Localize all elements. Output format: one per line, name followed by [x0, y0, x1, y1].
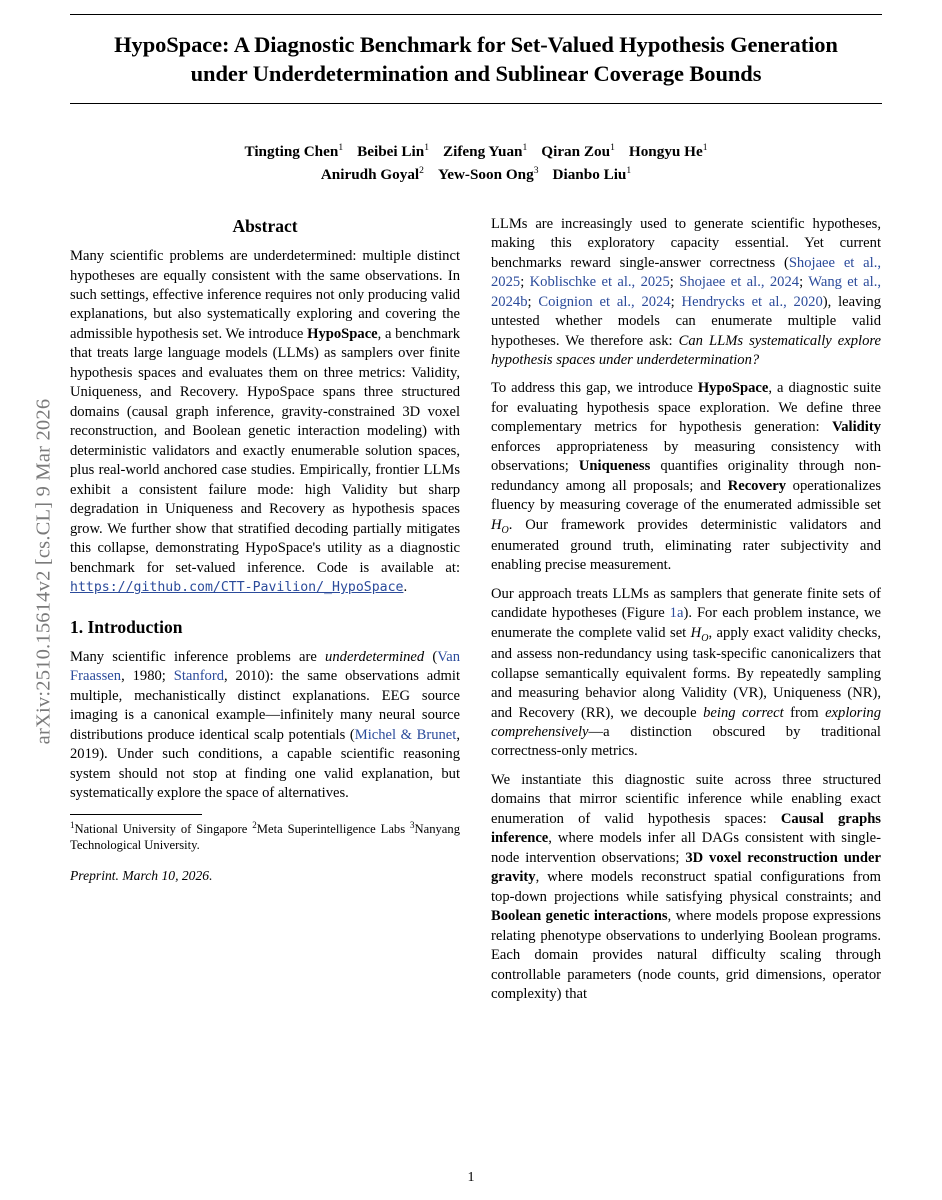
title-rule-bottom [70, 103, 882, 104]
citation-link[interactable]: Michel & Brunet [354, 726, 457, 743]
citation-link[interactable]: Van Fraassen [70, 648, 460, 685]
footnote-affiliations: $^1$National University of Singapore $^2$Meta Superintelligence Labs $^3$Nanyang Technological University. [70, 819, 460, 853]
citation-link[interactable]: Wang et al., 2024b [491, 274, 882, 310]
footnote-divider [70, 814, 202, 815]
figure-reference-link[interactable]: 1a [669, 605, 684, 622]
citation-link[interactable]: Hendrycks et al., 2020 [681, 293, 823, 310]
abstract-text-b: , a benchmark that treats large language models (LLMs) as samplers over finite hypothesis spaces and evaluates them on three metrics: Validity, Uniqueness, and Recovery. HypoSpace spans three structured domains (causal graph inference, gravity-constrained 3D voxel reconstruction, and Boolean genetic interaction modeling) with deterministic validators and exactly enumerable solution spaces, plus real-world anchored case studies. Empirically, frontier LLMs exhibit a consistent failure mode: high Validity but sharp degradation in Uniqueness and Recovery as hypothesis spaces grow. We further show that stratified decoding partially mitigates this collapse, demonstrating HypoSpace's utility as a diagnostic benchmark for set-valued inference. Code is available at: [70, 325, 460, 576]
page-number: 1 [467, 1170, 475, 1185]
right-paragraph-4: We instantiate this diagnostic suite across three structured domains that mirror scientific inference while enabling exact enumeration of valid hypothesis spaces: Causal graphs inference, where models infer all DAGs consistent with single-node intervention observations; 3D voxel reconstruction under gravity, where models reconstruct spatial configurations from top-down projections while satisfying physical constraints; and Boolean genetic interactions, where models propose expressions relating phenotype observations to underlying Boolean programs. Each domain provides natural difficulty scaling through controllable parameters (node counts, grid dimensions, operator complexity) that [491, 771, 881, 1003]
citation-link[interactable]: Stanford [173, 668, 225, 685]
abstract-bold-hypospace: HypoSpace [307, 325, 378, 342]
citation-link[interactable]: Koblischke et al., 2025 [529, 274, 670, 291]
page-title: HypoSpace: A Diagnostic Benchmark for Set-Valued Hypothesis Generation under Underdetermination and Sublinear Coverage Bounds [114, 32, 838, 86]
author: Anirudh Goyal$^2$ [320, 165, 424, 184]
math-symbol-ho: $H_O$ [690, 624, 709, 644]
title-rule-top [70, 14, 882, 15]
abstract-text-a: Many scientific problems are underdetermined: multiple distinct hypotheses are equally consistent with the same observations. In such settings, effective inference requires not only producing valid explanations, but also systematically exploring and covering the admissible hypothesis set. We introduce [70, 248, 460, 342]
italic-research-question: Can LLMs systematically explore hypothesis spaces under underdetermination? [491, 332, 881, 368]
author-list [70, 140, 882, 187]
author: Tingting Chen$^1$ [244, 141, 344, 160]
section-heading-introduction: 1. Introduction [70, 616, 183, 637]
math-symbol-ho: $H_O$ [491, 516, 509, 536]
abstract-paragraph [70, 247, 460, 597]
author: Dianbo Liu$^1$ [552, 165, 632, 184]
italic-underdetermined: underdetermined [325, 648, 425, 665]
right-column [491, 215, 881, 1014]
right-paragraph-3: Our approach treats LLMs as samplers that generate finite sets of candidate hypotheses (Figure 1a). For each problem instance, we enumerate the complete valid set $H_O$, apply exact validity checks, and assess non-redundancy using task-specific canonicalizers that collapse semantically equivalent forms. By repeatedly sampling and measuring behavior along Validity (VR), Uniqueness (NR), and Recovery (RR), we decouple being correct from exploring comprehensively—a distinction obscured by traditional correctness-only metrics. [491, 585, 882, 760]
author: Zifeng Yuan$^1$ [443, 141, 528, 160]
abstract-text-c: . [403, 579, 408, 596]
author: Yew-Soon Ong$^3$ [437, 165, 539, 184]
paper-content [70, 14, 882, 1014]
left-column [70, 215, 460, 1014]
author: Qiran Zou$^1$ [541, 141, 615, 160]
preprint-note: Preprint. March 10, 2026. [70, 867, 213, 883]
intro-paragraph-1: Many scientific inference problems are underdetermined (Van Fraassen, 1980; Stanford, 2010): the same observations admit multiple, mechanistically distinct explanations. EEG source imaging is a canonical example—infinitely many neural source distributions produce identical scalp potentials (Michel & Brunet, 2019). Under such conditions, a capable scientific reasoning system should not stop at finding one valid explanation, but systematically explore the space of alternatives. [70, 648, 461, 802]
author: Beibei Lin$^1$ [357, 141, 429, 160]
right-paragraph-2: To address this gap, we introduce HypoSpace, a diagnostic suite for evaluating hypothesis space exploration. We define three complementary metrics for hypothesis generation: Validity enforces appropriateness by measuring consistency with observations; Uniqueness quantifies originality through non-redundancy among all proposals; and Recovery operationalizes fluency by measuring coverage of the enumerated admissible set $H_O$. Our framework provides deterministic validators and enumerated ground truth, eliminating rater subjectivity and enabling precise measurement. [491, 380, 882, 574]
arxiv-stamp: arXiv:2510.15614v2 [cs.CL] 9 Mar 2026 [32, 398, 55, 745]
abstract-heading: Abstract [232, 215, 298, 236]
right-paragraph-1: LLMs are increasingly used to generate scientific hypotheses, making this exploratory capacity essential. Yet current benchmarks reward single-answer correctness (Shojaee et al., 2025; Koblischke et al., 2025; Shojaee et al., 2024; Wang et al., 2024b; Coignion et al., 2024; Hendrycks et al., 2020), leaving untested whether models can enumerate multiple valid hypotheses. We therefore ask: Can LLMs systematically explore hypothesis spaces under underdetermination? [491, 215, 882, 368]
code-url-link[interactable]: https://github.com/CTT-Pavilion/_HypoSpace [70, 580, 404, 596]
citation-link[interactable]: Coignion et al., 2024 [538, 293, 671, 310]
citation-link[interactable]: Shojaee et al., 2025 [491, 254, 881, 291]
two-column-body [70, 215, 882, 1014]
author: Hongyu He$^1$ [628, 141, 708, 160]
citation-link[interactable]: Shojaee et al., 2024 [679, 274, 800, 291]
